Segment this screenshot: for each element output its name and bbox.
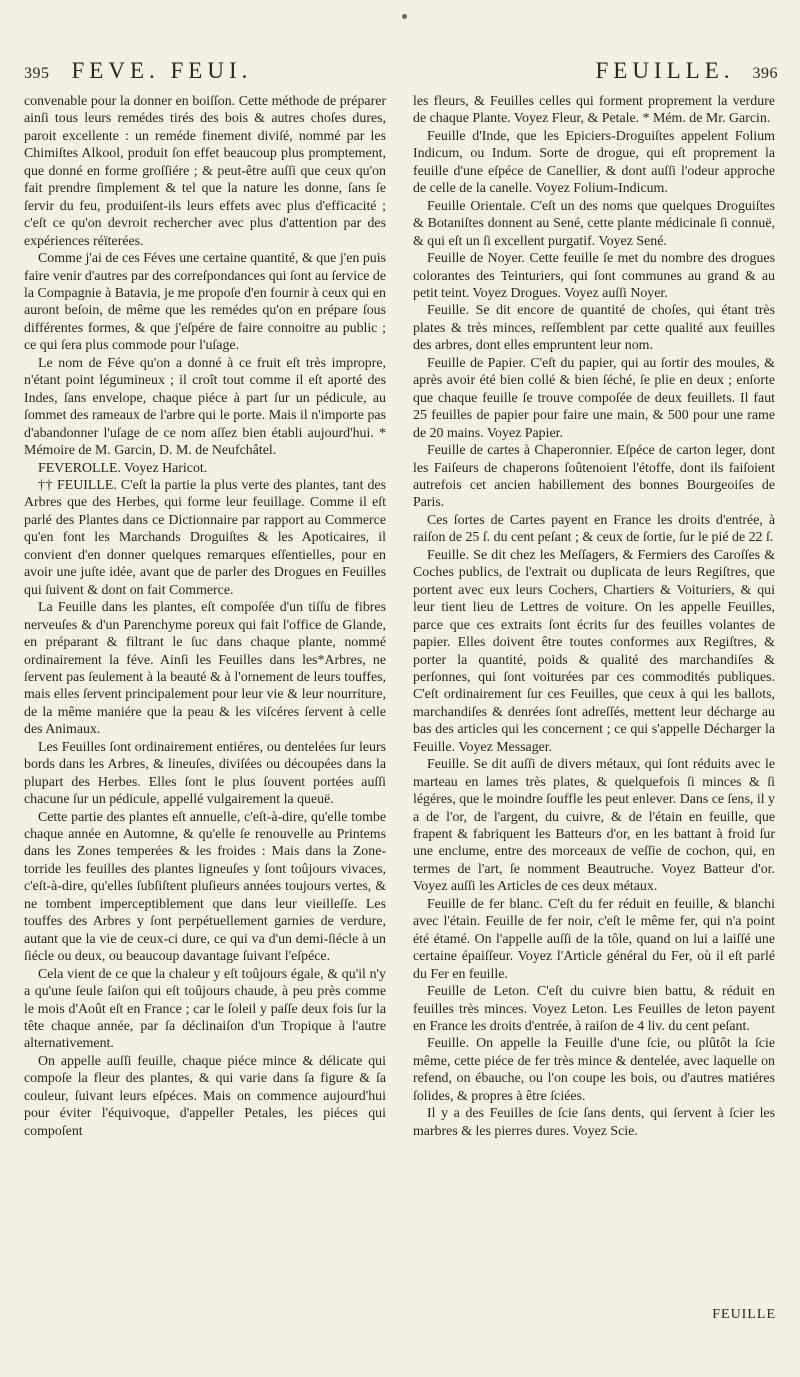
paragraph: Feuille. Se dit auſſi de divers métaux, qui ſont réduits avec le marteau en lames très plates, & quelquefois ſi minces & ſi légéres, que le moindre ſouffle les peut enlever. Dans ce ſens, il y a de l'or, de l'argent, du cuivre, & de l'étain en feuille, que frapent & fabriquent les Batteurs d'or, en les battant à froid ſur une enclume, entre des morceaux de veſſie de cochon, qui, en termes de l'art, ſe nomment Beautruche. Voyez Batteur d'or. Voyez auſſi les Articles de ces deux métaux. [413,757,775,895]
paragraph: Feuille de Papier. C'eſt du papier, qui au ſortir des moules, & après avoir été bien collé & bien ſéché, ſe plie en deux ; enſorte que chaque feuille ſe trouve compoſée de deux feuillets. Il faut 25 feuilles de papier pour faire une main, & 500 pour une rame de 20 mains. Voyez Papier. [413,355,775,441]
right-header [595,58,778,84]
paragraph: Feuille Orientale. C'eſt un des noms que quelques Droguiſtes & Botaniſtes donnent au Sené, cette plante médicinale ſi connuë, & qui eſt un ſi excellent purgatif. Voyez Sené. [413,198,775,249]
right-column [413,93,775,1140]
paragraph: FEVEROLLE. Voyez Haricot. [38,460,208,476]
paragraph: Feuille de cartes à Chaperonnier. Eſpéce de carton leger, dont les Faiſeurs de chaperons ſoûtenoient l'étoffe, dont ils faiſoient autrefois cet ancien habillement des bonnes Bourgeoiſes de Paris. [413,443,775,511]
catchword: FEUILLE [712,1307,776,1322]
paragraph: Feuille d'Inde, que les Epiciers-Droguiſtes appelent Folium Indicum, ou Indum. Sorte de drogue, qui eſt proprement la feuille d'une eſpéce de Canellier, & dont auſſi l'odeur approche de celle de la canelle. Voyez Folium-Indicum. [413,128,775,197]
paragraph: Le nom de Féve qu'on a donné à ce fruit eſt très impropre, n'étant point légumineux ; il croît tout comme il eſt aporté des Indes, ſans envelope, chaque piéce à part ſur un pédicule, au ſommet des rameaux de l'arbre qui le porte. Mais il n'importe pas d'abandonner l'uſage de ce nom aſſez bien établi aujourd'hui. * Mémoire de M. Garcin, D. M. de Neufchâtel. [24,355,386,459]
paragraph: Comme j'ai de ces Féves une certaine quantité, & que j'en puis faire venir d'autres par des correſpondances qui ſont au ſervice de la Compagnie à Batavia, je me propoſe d'en fournir à ceux qui en auront beſoin, de même que les remédes qu'on en prépare ſous différentes formes, & que j'eſpére de faire connoitre au public ; ce qui ſera plus commode pour l'uſage. [24,251,386,354]
paragraph: Feuille. On appelle la Feuille d'une ſcie, ou plûtôt la ſcie même, cette piéce de fer très mince & dentelée, avec laquelle on refend, on ébauche, ou l'on coupe les bois, ou d'autres matiéres ſolides, & propres à être ſciées. [413,1036,775,1104]
paragraph: Il y a des Feuilles de ſcie ſans dents, qui ſervent à ſcier les marbres & les pierres dures. Voyez Scie. [413,1106,775,1139]
paragraph: Feuille de fer blanc. C'eſt du fer réduit en feuille, & blanchi avec l'étain. Feuille de fer noir, c'eſt le même fer, qui n'a point été étamé. On l'appelle auſſi de la tôle, quand on lui a laiſſé une certaine épaiſſeur. Voyez l'Article général du Fer, où il eſt parlé du Fer en feuille. [413,896,775,982]
paragraph: les fleurs, & Feuilles celles qui forment proprement la verdure de chaque Plante. Voyez Fleur, & Petale. * Mém. de Mr. Garcin. [413,94,775,127]
right-page-number: 396 [752,65,778,82]
paragraph: †† FEUILLE. C'eſt la partie la plus verte des plantes, tant des Arbres que des Herbes, qui forme leur feuillage. Comme il eſt parlé des Plantes dans ce Dictionnaire par rapport au Commerce qu'en font les Marchands Droguiſtes & les Apoticaires, il convient d'en donner quelques remarques eſſentielles, pour en avoir une juſte idée, avant que de parler des Drogues en Feuilles qui ſuivent & dont on fait Commerce. [24,477,386,598]
paragraph: Feuille de Leton. C'eſt du cuivre bien battu, & réduit en feuilles très minces. Voyez Leton. Les Feuilles de leton payent en France les droits d'entrée, à raiſon de 4 liv. du cent peſant. [413,984,775,1035]
paragraph: Feuille de Noyer. Cette feuille ſe met du nombre des drogues colorantes des Teinturiers, qui ſont communes au grand & au petit teint. Voyez Drogues. Voyez auſſi Noyer. [413,251,775,301]
paragraph: convenable pour la donner en boiſſon. Cette méthode de préparer ainſi tous leurs remédes tirés des bois & autres choſes dures, paroit excellente : un remédе finement diviſé, nommé par les Chimiſtes Alkool, produit ſon effet beaucoup plus promptement, que donné en forme groſſiére ; & peut-être auſſi que ceux qu'on fait prendre ſimplement & tel que la nature les donne, ſans ſe ſervir du feu, produiſent-ils leurs effets avec plus d'efficacité ; c'eſt ce qu'on devroit rechercher avec plus d'attention par des expériences réïterées. [24,94,386,249]
left-header [24,58,252,84]
paragraph: Ces ſortes de Cartes payent en France les droits d'entrée, à raiſon de 25 ſ. du cent peſant ; & ceux de ſortie, ſur le pié de 22 ſ. [413,512,775,546]
running-head [18,58,782,94]
left-running-title: FEVE. FEUI. [71,58,253,83]
paragraph: On appelle auſſi feuille, chaque piéce mince & délicate qui compoſe la fleur des plantes, & qui varie dans ſa figure & ſa couleur, ſuivant leurs eſpéces. Mais on commence aujourd'hui pour éviter l'équivoque, d'appeller Petales, les piéces qui compoſent [24,1053,386,1139]
paragraph: Cette partie des plantes eſt annuelle, c'eſt-à-dire, qu'elle tombe chaque année en Automne, & qu'elle ſe renouvelle au Printems dans les Zones temperées & les froides : Mais dans la Zone-torride les feuilles des plantes ligneuſes y ſont toûjours vivaces, c'eſt-à-dire, qu'elles ſubſiſtent pluſieurs années toujours vertes, & ne tombent imperceptiblement que dans leur vieilleſſe. Les touffes des Arbres y ſont perpétuellement garnies de verdure, autant que la vie de ceux-ci dure, ce qui va d'un demi-ſiécle à un ſiécle ou deux, ou beaucoup davantage ſuivant l'eſpéce. [24,809,386,965]
paragraph: La Feuille dans les plantes, eſt compoſée d'un tiſſu de fibres nerveuſes & d'un Parenchyme poreux qui fait l'office de Glande, en préparant & filtrant le ſuc dans chaque plante, nommé ordinairement la féve. Ainſi les Feuilles dans les*Arbres, ne ſervent pas ſeulement à la beauté & à l'ornement de leurs touffes, mais elles ſervent principalement pour leur vie & leur nourriture, de la même maniére que la peau & les viſcéres ſervent à celle des Animaux. [24,600,386,738]
left-column [24,93,386,1140]
left-page-number: 395 [24,65,50,82]
paragraph: Feuille. Se dit chez les Meſſagers, & Fermiers des Caroſſes & Coches publics, de l'extrait ou duplicata de leurs Regiſtres, que portent avec eux leurs Cochers, Chartiers & Voituriers, & qui leur tient lieu de Lettres de voiture. On les appelle Feuilles, parce que ces extraits ſont écrits ſur des feuilles volantes de papier. Elles doivent être toutes conformes aux Regiſtres, & porter la quantité, poids & qualité des marchandiſes & perſonnes, qui ſont voiturées par ces commodités publiques. C'eſt ordinairement ſur ces Feuilles, que ceux à qui les ballots, marchandiſes & denrées ſont adreſſés, mettent leur décharge au bas des articles qui les concernent ; ce qui s'appelle Décharger la Feuille. Voyez Messager. [413,547,775,755]
paragraph: Les Feuilles ſont ordinairement entiéres, ou dentelées ſur leurs bords dans les Arbres, & lineuſes, diviſées ou découpées dans la plupart des Herbes. Elles ſont le plus ſouvent portées auſſi chacune ſur un pédicule, appellé vulgairement la queuë. [24,739,386,808]
ink-dot [402,14,407,19]
right-running-title: FEUILLE. [595,58,735,83]
paragraph: Feuille. Se dit encore de quantité de choſes, qui étant très plates & très minces, reſſemblent par cette qualité aux feuilles des arbres, dont elles empruntent leur nom. [413,303,775,354]
paragraph: Cela vient de ce que la chaleur y eſt toûjours égale, & qu'il n'y a qu'une ſeule ſaiſon qui eſt toûjours chaude, à peu près comme le mois d'Août eſt en France ; car le ſoleil y paſſe deux fois ſur la tête chaque année, par ſa déclinaiſon d'un Tropique à l'autre alternativement. [24,966,386,1052]
